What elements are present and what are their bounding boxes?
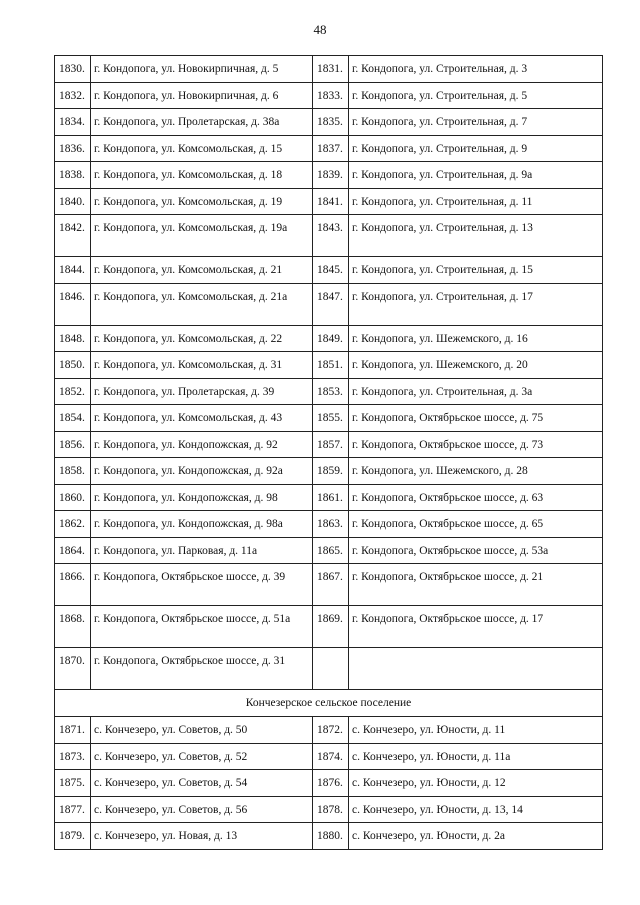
- address-cell: г. Кондопога, ул. Кондопожская, д. 92а: [91, 458, 313, 485]
- row-number-cell: 1841.: [313, 188, 349, 215]
- address-cell: [349, 648, 603, 690]
- address-cell: г. Кондопога, ул. Шежемского, д. 20: [349, 352, 603, 379]
- table-row: [55, 352, 603, 379]
- row-number-cell: 1858.: [55, 458, 91, 485]
- address-cell: г. Кондопога, ул. Пролетарская, д. 38а: [91, 109, 313, 136]
- address-table-body-kondopoga: [55, 56, 603, 690]
- row-number-cell: [313, 648, 349, 690]
- address-cell: г. Кондопога, Октябрьское шоссе, д. 21: [349, 564, 603, 606]
- row-number-cell: 1838.: [55, 162, 91, 189]
- row-number-cell: 1873.: [55, 743, 91, 770]
- row-number-cell: 1865.: [313, 537, 349, 564]
- address-cell: с. Кончезеро, ул. Юности, д. 12: [349, 770, 603, 797]
- address-cell: г. Кондопога, ул. Комсомольская, д. 31: [91, 352, 313, 379]
- table-row: [55, 743, 603, 770]
- address-cell: г. Кондопога, ул. Кондопожская, д. 92: [91, 431, 313, 458]
- table-row: [55, 431, 603, 458]
- row-number-cell: 1845.: [313, 257, 349, 284]
- address-cell: г. Кондопога, ул. Строительная, д. 3а: [349, 378, 603, 405]
- table-row: [55, 109, 603, 136]
- row-number-cell: 1837.: [313, 135, 349, 162]
- row-number-cell: 1860.: [55, 484, 91, 511]
- table-row: [55, 56, 603, 83]
- row-number-cell: 1871.: [55, 717, 91, 744]
- address-cell: с. Кончезеро, ул. Юности, д. 13, 14: [349, 796, 603, 823]
- table-row: [55, 537, 603, 564]
- table-row: [55, 458, 603, 485]
- address-cell: г. Кондопога, ул. Комсомольская, д. 21а: [91, 283, 313, 325]
- address-cell: г. Кондопога, Октябрьское шоссе, д. 73: [349, 431, 603, 458]
- row-number-cell: 1857.: [313, 431, 349, 458]
- table-row: [55, 257, 603, 284]
- row-number-cell: 1842.: [55, 215, 91, 257]
- row-number-cell: 1854.: [55, 405, 91, 432]
- row-number-cell: 1843.: [313, 215, 349, 257]
- table-row: [55, 648, 603, 690]
- table-row: [55, 770, 603, 797]
- address-cell: г. Кондопога, Октябрьское шоссе, д. 65: [349, 511, 603, 538]
- address-cell: г. Кондопога, ул. Кондопожская, д. 98: [91, 484, 313, 511]
- row-number-cell: 1830.: [55, 56, 91, 83]
- address-cell: г. Кондопога, ул. Строительная, д. 9: [349, 135, 603, 162]
- address-cell: г. Кондопога, ул. Комсомольская, д. 43: [91, 405, 313, 432]
- address-cell: с. Кончезеро, ул. Юности, д. 2а: [349, 823, 603, 850]
- row-number-cell: 1867.: [313, 564, 349, 606]
- page-number: 48: [313, 22, 327, 37]
- address-cell: г. Кондопога, ул. Строительная, д. 11: [349, 188, 603, 215]
- row-number-cell: 1832.: [55, 82, 91, 109]
- address-cell: г. Кондопога, Октябрьское шоссе, д. 63: [349, 484, 603, 511]
- row-number-cell: 1848.: [55, 325, 91, 352]
- table-row: [55, 162, 603, 189]
- address-table-body-konchezero: [55, 717, 603, 850]
- address-cell: с. Кончезеро, ул. Советов, д. 50: [91, 717, 313, 744]
- row-number-cell: 1850.: [55, 352, 91, 379]
- address-cell: г. Кондопога, ул. Комсомольская, д. 21: [91, 257, 313, 284]
- row-number-cell: 1869.: [313, 606, 349, 648]
- row-number-cell: 1879.: [55, 823, 91, 850]
- address-cell: г. Кондопога, Октябрьское шоссе, д. 39: [91, 564, 313, 606]
- address-cell: г. Кондопога, Октябрьское шоссе, д. 53а: [349, 537, 603, 564]
- table-row: [55, 283, 603, 325]
- row-number-cell: 1878.: [313, 796, 349, 823]
- row-number-cell: 1872.: [313, 717, 349, 744]
- address-cell: г. Кондопога, ул. Комсомольская, д. 15: [91, 135, 313, 162]
- row-number-cell: 1831.: [313, 56, 349, 83]
- row-number-cell: 1863.: [313, 511, 349, 538]
- row-number-cell: 1874.: [313, 743, 349, 770]
- table-row: [55, 796, 603, 823]
- row-number-cell: 1847.: [313, 283, 349, 325]
- row-number-cell: 1875.: [55, 770, 91, 797]
- row-number-cell: 1835.: [313, 109, 349, 136]
- address-cell: г. Кондопога, ул. Комсомольская, д. 19: [91, 188, 313, 215]
- row-number-cell: 1880.: [313, 823, 349, 850]
- address-cell: г. Кондопога, ул. Комсомольская, д. 22: [91, 325, 313, 352]
- address-cell: г. Кондопога, ул. Строительная, д. 7: [349, 109, 603, 136]
- row-number-cell: 1870.: [55, 648, 91, 690]
- address-cell: с. Кончезеро, ул. Юности, д. 11а: [349, 743, 603, 770]
- table-row: [55, 511, 603, 538]
- address-cell: с. Кончезеро, ул. Советов, д. 54: [91, 770, 313, 797]
- row-number-cell: 1856.: [55, 431, 91, 458]
- table-row: [55, 378, 603, 405]
- row-number-cell: 1844.: [55, 257, 91, 284]
- address-cell: с. Кончезеро, ул. Советов, д. 56: [91, 796, 313, 823]
- row-number-cell: 1855.: [313, 405, 349, 432]
- row-number-cell: 1840.: [55, 188, 91, 215]
- section-title: Кончезерское сельское поселение: [55, 690, 603, 717]
- row-number-cell: 1861.: [313, 484, 349, 511]
- table-row: [55, 82, 603, 109]
- address-cell: г. Кондопога, ул. Комсомольская, д. 18: [91, 162, 313, 189]
- address-cell: г. Кондопога, Октябрьское шоссе, д. 51а: [91, 606, 313, 648]
- table-row: [55, 717, 603, 744]
- table-row: [55, 564, 603, 606]
- address-cell: г. Кондопога, ул. Строительная, д. 13: [349, 215, 603, 257]
- address-cell: с. Кончезеро, ул. Советов, д. 52: [91, 743, 313, 770]
- row-number-cell: 1853.: [313, 378, 349, 405]
- row-number-cell: 1868.: [55, 606, 91, 648]
- section-row: [55, 690, 603, 717]
- row-number-cell: 1877.: [55, 796, 91, 823]
- address-cell: г. Кондопога, ул. Комсомольская, д. 19а: [91, 215, 313, 257]
- address-cell: г. Кондопога, ул. Пролетарская, д. 39: [91, 378, 313, 405]
- row-number-cell: 1836.: [55, 135, 91, 162]
- row-number-cell: 1876.: [313, 770, 349, 797]
- table-row: [55, 325, 603, 352]
- row-number-cell: 1862.: [55, 511, 91, 538]
- address-cell: с. Кончезеро, ул. Юности, д. 11: [349, 717, 603, 744]
- table-row: [55, 823, 603, 850]
- row-number-cell: 1846.: [55, 283, 91, 325]
- row-number-cell: 1852.: [55, 378, 91, 405]
- row-number-cell: 1866.: [55, 564, 91, 606]
- address-cell: г. Кондопога, Октябрьское шоссе, д. 31: [91, 648, 313, 690]
- address-cell: г. Кондопога, ул. Строительная, д. 9а: [349, 162, 603, 189]
- table-row: [55, 135, 603, 162]
- address-cell: г. Кондопога, ул. Парковая, д. 11а: [91, 537, 313, 564]
- table-row: [55, 188, 603, 215]
- row-number-cell: 1849.: [313, 325, 349, 352]
- row-number-cell: 1834.: [55, 109, 91, 136]
- row-number-cell: 1851.: [313, 352, 349, 379]
- address-cell: г. Кондопога, ул. Строительная, д. 5: [349, 82, 603, 109]
- address-cell: г. Кондопога, Октябрьское шоссе, д. 17: [349, 606, 603, 648]
- address-cell: г. Кондопога, ул. Строительная, д. 17: [349, 283, 603, 325]
- table-row: [55, 405, 603, 432]
- table-row: [55, 215, 603, 257]
- row-number-cell: 1859.: [313, 458, 349, 485]
- address-cell: г. Кондопога, ул. Строительная, д. 15: [349, 257, 603, 284]
- address-cell: г. Кондопога, ул. Шежемского, д. 28: [349, 458, 603, 485]
- address-cell: г. Кондопога, Октябрьское шоссе, д. 75: [349, 405, 603, 432]
- row-number-cell: 1833.: [313, 82, 349, 109]
- address-cell: г. Кондопога, ул. Новокирпичная, д. 5: [91, 56, 313, 83]
- row-number-cell: 1839.: [313, 162, 349, 189]
- address-table: [54, 55, 603, 850]
- table-row: [55, 606, 603, 648]
- address-cell: г. Кондопога, ул. Новокирпичная, д. 6: [91, 82, 313, 109]
- address-cell: г. Кондопога, ул. Кондопожская, д. 98а: [91, 511, 313, 538]
- address-cell: с. Кончезеро, ул. Новая, д. 13: [91, 823, 313, 850]
- row-number-cell: 1864.: [55, 537, 91, 564]
- address-cell: г. Кондопога, ул. Шежемского, д. 16: [349, 325, 603, 352]
- address-cell: г. Кондопога, ул. Строительная, д. 3: [349, 56, 603, 83]
- table-row: [55, 484, 603, 511]
